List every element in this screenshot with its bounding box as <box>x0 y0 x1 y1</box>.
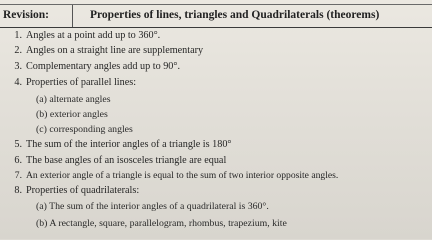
list-item-text: Complementary angles add up to 90°. <box>26 61 181 72</box>
quad-property-b: (b) A rectangle, square, parallelogram, rhombus, trapezium, kite <box>36 218 287 229</box>
list-item-number: 2. <box>14 45 22 56</box>
parallel-property-a: (a) alternate angles <box>36 94 111 105</box>
list-item-number: 6. <box>14 155 22 166</box>
list-item-text: Angles on a straight line are supplementary <box>26 45 204 56</box>
list-item-text: Properties of parallel lines: <box>26 77 137 88</box>
list-item-text: An exterior angle of a triangle is equal to the sum of two interior opposite angles. <box>26 170 339 181</box>
list-item-text: The base angles of an isosceles triangle are equal <box>26 155 227 166</box>
list-item-text: Properties of quadrilaterals: <box>26 185 140 196</box>
list-item-number: 3. <box>14 61 22 72</box>
list-item-number: 4. <box>14 77 22 88</box>
list-item-number: 8. <box>14 185 22 196</box>
header-bar <box>0 4 432 28</box>
list-item-number: 1. <box>14 30 22 41</box>
revision-label: Revision: <box>3 9 49 21</box>
quad-property-a: (a) The sum of the interior angles of a quadrilateral is 360°. <box>36 201 269 212</box>
header-divider <box>72 5 73 27</box>
page-title: Properties of lines, triangles and Quadrilaterals (theorems) <box>90 9 380 21</box>
parallel-property-b: (b) exterior angles <box>36 109 108 120</box>
list-item-text: The sum of the interior angles of a triangle is 180° <box>26 139 232 150</box>
list-item-number: 5. <box>14 139 22 150</box>
list-item-text: Angles at a point add up to 360°. <box>26 30 161 41</box>
parallel-property-c: (c) corresponding angles <box>36 124 133 135</box>
list-item-number: 7. <box>14 170 22 181</box>
